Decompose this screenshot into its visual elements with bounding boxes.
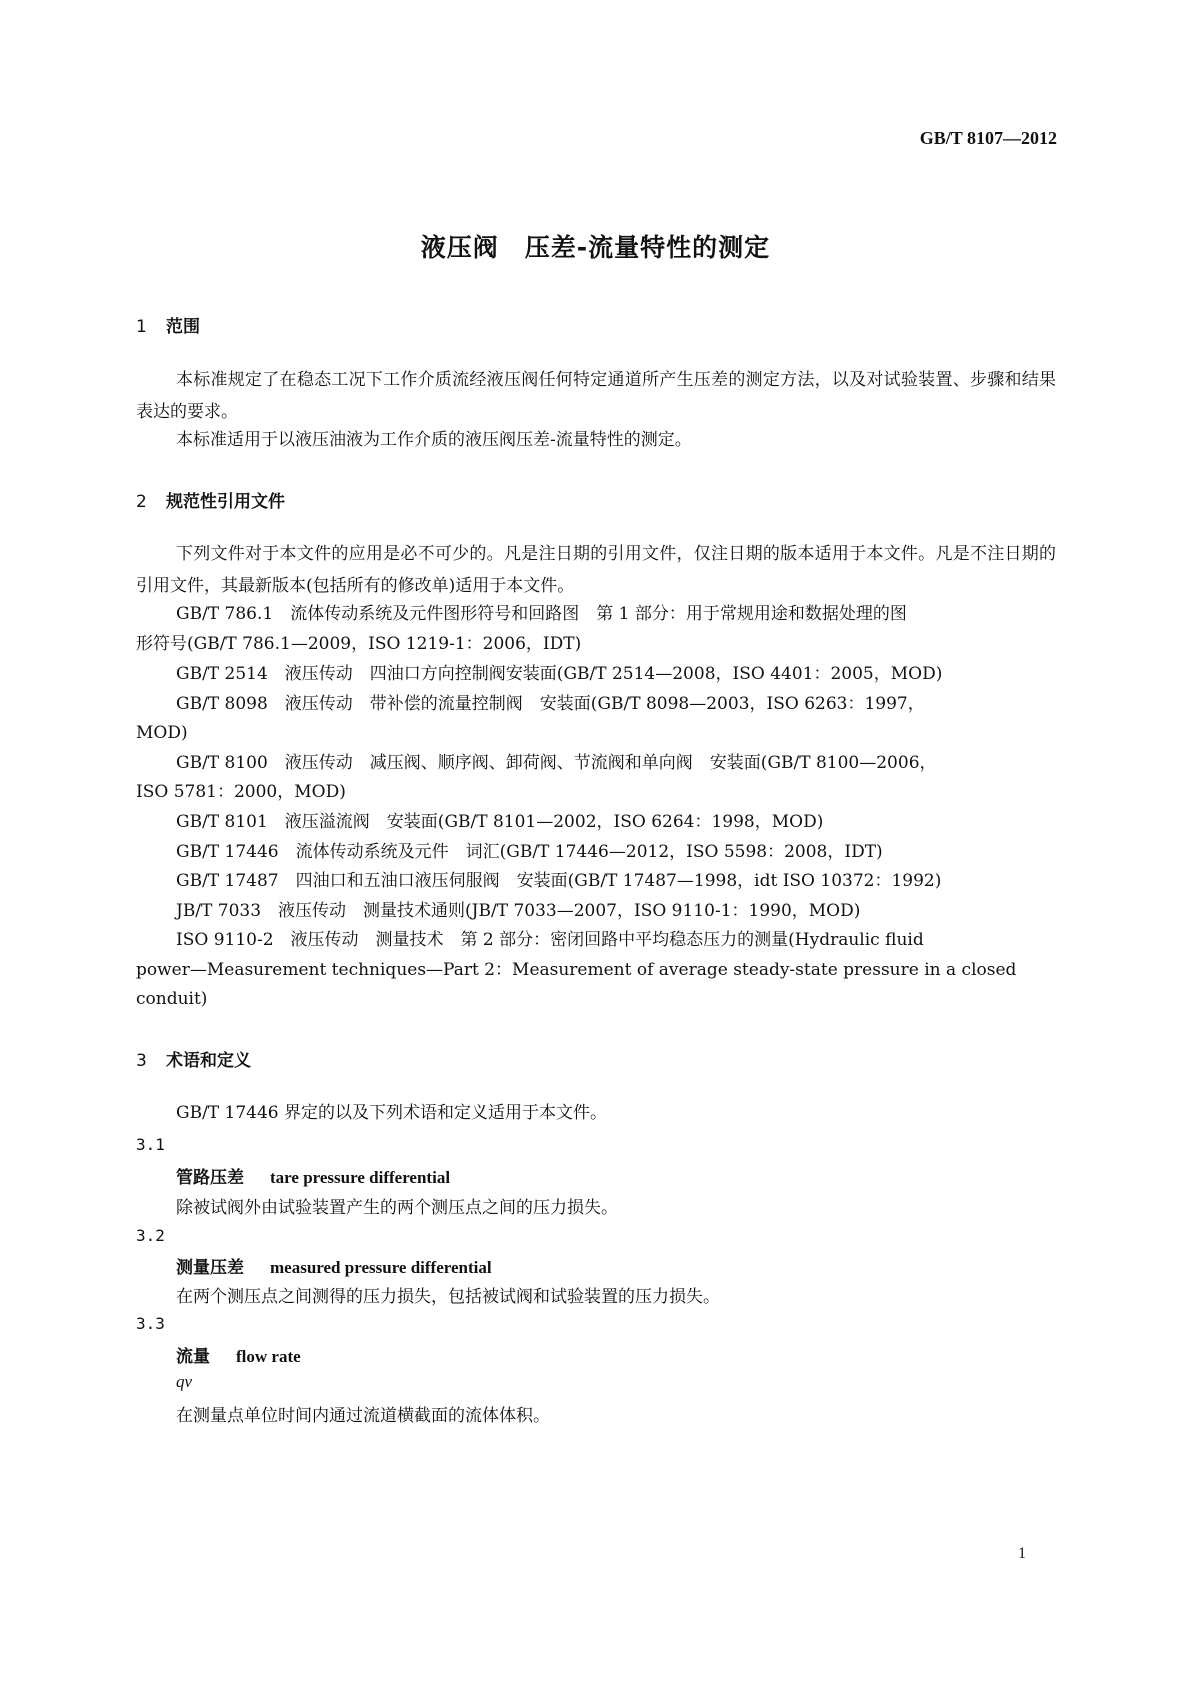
section-number: 2 bbox=[136, 492, 147, 512]
reference-item: ISO 9110-2 液压传动 测量技术 第 2 部分：密闭回路中平均稳态压力的测量(Hydraulic fluid bbox=[176, 930, 924, 950]
reference-item-cont: ISO 5781：2000，MOD) bbox=[136, 782, 346, 802]
reference-item: GB/T 8098 液压传动 带补偿的流量控制阀 安装面(GB/T 8098—2003，ISO 6263：1997， bbox=[176, 694, 925, 714]
term-zh: 测量压差 bbox=[176, 1258, 244, 1278]
term-symbol: qv bbox=[176, 1372, 193, 1391]
term-number: 3.3 bbox=[136, 1314, 165, 1333]
paragraph-terms-intro: GB/T 17446 界定的以及下列术语和定义适用于本文件。 bbox=[176, 1103, 608, 1123]
term-number: 3.2 bbox=[136, 1226, 165, 1245]
term-heading bbox=[176, 1163, 450, 1188]
reference-item-cont: 形符号(GB/T 786.1—2009，ISO 1219-1：2006，IDT) bbox=[136, 634, 582, 654]
section-title: 术语和定义 bbox=[166, 1051, 251, 1071]
term-zh: 流量 bbox=[176, 1347, 210, 1367]
reference-item: JB/T 7033 液压传动 测量技术通则(JB/T 7033—2007，ISO 9110-1：1990，MOD) bbox=[176, 901, 861, 921]
section-number: 3 bbox=[136, 1051, 147, 1071]
reference-item: GB/T 17487 四油口和五油口液压伺服阀 安装面(GB/T 17487—1998，idt ISO 10372：1992) bbox=[176, 871, 942, 891]
term-en: tare pressure differential bbox=[270, 1168, 451, 1187]
paragraph-refs-intro: 下列文件对于本文件的应用是必不可少的。凡是注日期的引用文件，仅注日期的版本适用于本文件。凡是不注日期的引用文件，其最新版本(包括所有的修改单)适用于本文件。 bbox=[136, 544, 1056, 596]
reference-item-cont: power—Measurement techniques—Part 2：Measurement of average steady-state pressure in a closed bbox=[136, 960, 1017, 980]
term-definition: 除被试阀外由试验装置产生的两个测压点之间的压力损失。 bbox=[176, 1198, 618, 1218]
reference-item: GB/T 786.1 流体传动系统及元件图形符号和回路图 第 1 部分：用于常规用途和数据处理的图 bbox=[176, 604, 907, 624]
term-zh: 管路压差 bbox=[176, 1168, 244, 1188]
term-en: flow rate bbox=[236, 1347, 301, 1366]
page-number: 1 bbox=[1018, 1545, 1026, 1562]
reference-item: GB/T 8100 液压传动 减压阀、顺序阀、卸荷阀、节流阀和单向阀 安装面(GB/T 8100—2006， bbox=[176, 753, 937, 773]
standard-code: GB/T 8107—2012 bbox=[919, 128, 1057, 148]
term-heading bbox=[176, 1342, 301, 1367]
paragraph-scope-1: 本标准规定了在稳态工况下工作介质流经液压阀任何特定通道所产生压差的测定方法，以及对试验装置、步骤和结果表达的要求。 bbox=[136, 370, 1056, 422]
reference-item: GB/T 17446 流体传动系统及元件 词汇(GB/T 17446—2012，ISO 5598：2008，IDT) bbox=[176, 842, 883, 862]
section-number: 1 bbox=[136, 317, 147, 337]
term-heading bbox=[176, 1253, 492, 1278]
term-definition: 在两个测压点之间测得的压力损失，包括被试阀和试验装置的压力损失。 bbox=[176, 1287, 720, 1307]
section-heading-terms bbox=[136, 1046, 251, 1071]
section-title: 范围 bbox=[166, 317, 200, 337]
reference-item: GB/T 8101 液压溢流阀 安装面(GB/T 8101—2002，ISO 6264：1998，MOD) bbox=[176, 812, 824, 832]
section-title: 规范性引用文件 bbox=[166, 492, 285, 512]
term-number: 3.1 bbox=[136, 1135, 165, 1154]
term-definition: 在测量点单位时间内通过流道横截面的流体体积。 bbox=[176, 1406, 550, 1426]
reference-item-cont: conduit) bbox=[136, 989, 208, 1009]
reference-item-cont: MOD) bbox=[136, 723, 188, 743]
section-heading-normative-refs bbox=[136, 487, 285, 512]
section-heading-scope bbox=[136, 312, 200, 337]
reference-item: GB/T 2514 液压传动 四油口方向控制阀安装面(GB/T 2514—2008，ISO 4401：2005，MOD) bbox=[176, 664, 943, 684]
paragraph-scope-2: 本标准适用于以液压油液为工作介质的液压阀压差-流量特性的测定。 bbox=[176, 430, 692, 450]
page-title: 液压阀 压差-流量特性的测定 bbox=[420, 233, 771, 262]
term-en: measured pressure differential bbox=[270, 1258, 492, 1277]
